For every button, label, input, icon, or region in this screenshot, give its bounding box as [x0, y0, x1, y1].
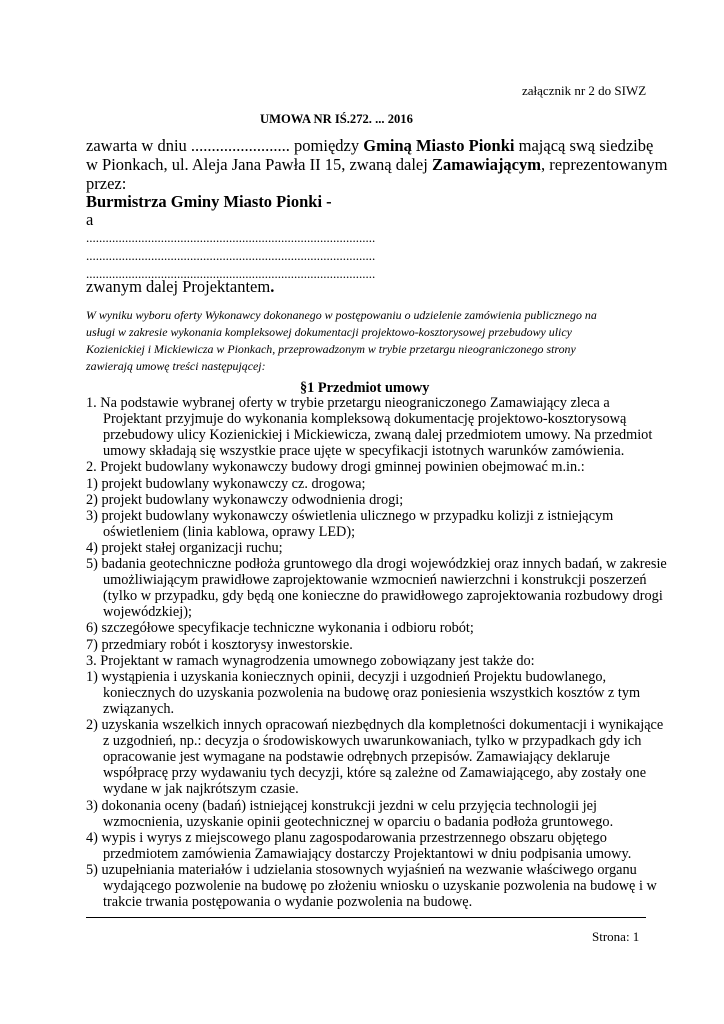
mayor-line: Burmistrza Gminy Miasto Pionki - — [86, 192, 332, 211]
body-line: Projektant przyjmuje do wykonania kompleksową dokumentację projektowo-kosztorysową — [103, 411, 627, 428]
body-line: 5) uzupełniania materiałów i udzielania stosownych wyjaśnień na wezwanie właściwego organu — [86, 861, 637, 878]
preamble-line: Kozienickiej i Mickiewicza w Pionkach, przeprowadzonym w trybie przetargu nieograniczonego strony — [86, 342, 576, 356]
body-line: 1) projekt budowlany wykonawczy cz. drogowa; — [86, 475, 366, 492]
blank-line-3: ......................................................................................... — [86, 266, 376, 281]
body-line: umowy składają się wszystkie prace ujęte w specyfikacji istotnych warunków zamówienia. — [103, 443, 625, 460]
body-line: 2) uzyskania wszelkich innych opracowań niezbędnych dla kompletności dokumentacji i wynikające — [86, 717, 664, 733]
body-line: wydającego pozwolenie na budowę po złożeniu wniosku o uzyskanie pozwolenia na budowę i w — [103, 878, 657, 894]
body-line: wzmocnienia, uzyskanie opinii geotechnicznej w oparciu o badania podłoża gruntowego. — [103, 813, 614, 830]
intro-line-a: a — [86, 210, 94, 229]
blank-line-2: ......................................................................................... — [86, 248, 376, 263]
body-line: z uzgodnień, np.: decyzja o środowiskowych uwarunkowaniach, tylko w przypadkach gdy ich — [103, 733, 642, 750]
section-1-title: §1 Przedmiot umowy — [300, 380, 430, 396]
body-line: przebudowy ulicy Kozienickiej i Mickiewicza, zwaną dalej przedmiotem umowy. Na przedmiot — [103, 427, 653, 444]
body-line: 5) badania geotechniczne podłoża gruntowego dla drogi wojewódzkiej oraz innych badań, w zakresie — [86, 556, 667, 572]
body-line: 1) wystąpienia i uzyskania koniecznych opinii, decyzji i uzgodnień Projektu budowlanego, — [86, 668, 607, 685]
body-line: trakcie trwania postępowania o wydanie pozwolenia na budowę. — [103, 894, 473, 911]
body-line: oświetleniem (linia kablowa, oprawy LED); — [103, 523, 356, 540]
contract-title: UMOWA NR IŚ.272. ... 2016 — [260, 112, 413, 126]
body-line: 3) projekt budowlany wykonawczy oświetlenia ulicznego w przypadku kolizji z istniejącym — [86, 507, 614, 524]
body-line: 4) projekt stałej organizacji ruchu; — [86, 539, 283, 556]
designer-line: zwanym dalej Projektantem. — [86, 277, 275, 296]
body-line: przedmiotem zamówienia Zamawiający dostarczy Projektantowi w dniu podpisania umowy. — [103, 845, 632, 862]
body-line: umożliwiającym prawidłowe zaprojektowanie wzmocnień nawierzchni i konstrukcji poszerzeń — [103, 572, 647, 589]
footer-divider — [86, 917, 646, 918]
body-line: 7) przedmiary robót i kosztorysy inwestorskie. — [86, 636, 353, 653]
body-line: współpracę przy wydawaniu tych decyzji, które są zależne od Zamawiającego, aby zostały one — [103, 765, 647, 782]
intro-line-2: w Pionkach, ul. Aleja Jana Pawła II 15, zwaną dalej Zamawiającym, reprezentowanym — [86, 155, 668, 174]
blank-line-1: ......................................................................................... — [86, 230, 376, 245]
preamble-line: usługi w zakresie wykonania kompleksowej dokumentacji projektowo-kosztorysowej przebudowy ulicy — [86, 325, 572, 339]
preamble-line: W wyniku wyboru oferty Wykonawcy dokonanego w postępowaniu o udzielenie zamówienia publicznego na — [86, 308, 597, 322]
intro-line-3: przez: — [86, 174, 127, 193]
page-number: Strona: 1 — [592, 929, 640, 944]
body-line: opracowanie jest wymagane na podstawie odrębnych przepisów. Zamawiający deklaruje — [103, 749, 610, 766]
body-line: 2. Projekt budowlany wykonawczy budowy drogi gminnej powinien obejmować m.in.: — [86, 459, 585, 476]
body-line: 3) dokonania oceny (badań) istniejącej konstrukcji jezdni w celu przyjęcia technologii jej — [86, 797, 597, 814]
body-line: 3. Projektant w ramach wynagrodzenia umownego zobowiązany jest także do: — [86, 652, 535, 669]
body-line: 2) projekt budowlany wykonawczy odwodnienia drogi; — [86, 491, 404, 508]
body-line: koniecznych do uzyskania pozwolenia na budowę oraz poniesienia wszystkich kosztów z tym — [103, 684, 641, 701]
intro-line-1: zawarta w dniu ........................ pomiędzy Gminą Miasto Pionki mającą swą siedzibę — [86, 136, 654, 155]
attachment-label: załącznik nr 2 do SIWZ — [522, 83, 647, 98]
body-line: wojewódzkiej); — [103, 604, 192, 621]
body-line: 6) szczegółowe specyfikacje techniczne wykonania i odbioru robót; — [86, 620, 474, 637]
body-line: 1. Na podstawie wybranej oferty w trybie przetargu nieograniczonego Zamawiający zleca a — [86, 395, 610, 411]
preamble-line: zawierają umowę treści następującej: — [86, 359, 266, 373]
body-line: wydane w jak najkrótszym czasie. — [103, 781, 299, 798]
body-line: 4) wypis i wyrys z miejscowego planu zagospodarowania przestrzennego obszaru objętego — [86, 829, 607, 846]
body-line: (tylko w przypadku, gdy będą one konieczne do prawidłowego zaprojektowania rozbudowy drogi — [103, 588, 663, 605]
body-line: związanych. — [103, 700, 175, 717]
